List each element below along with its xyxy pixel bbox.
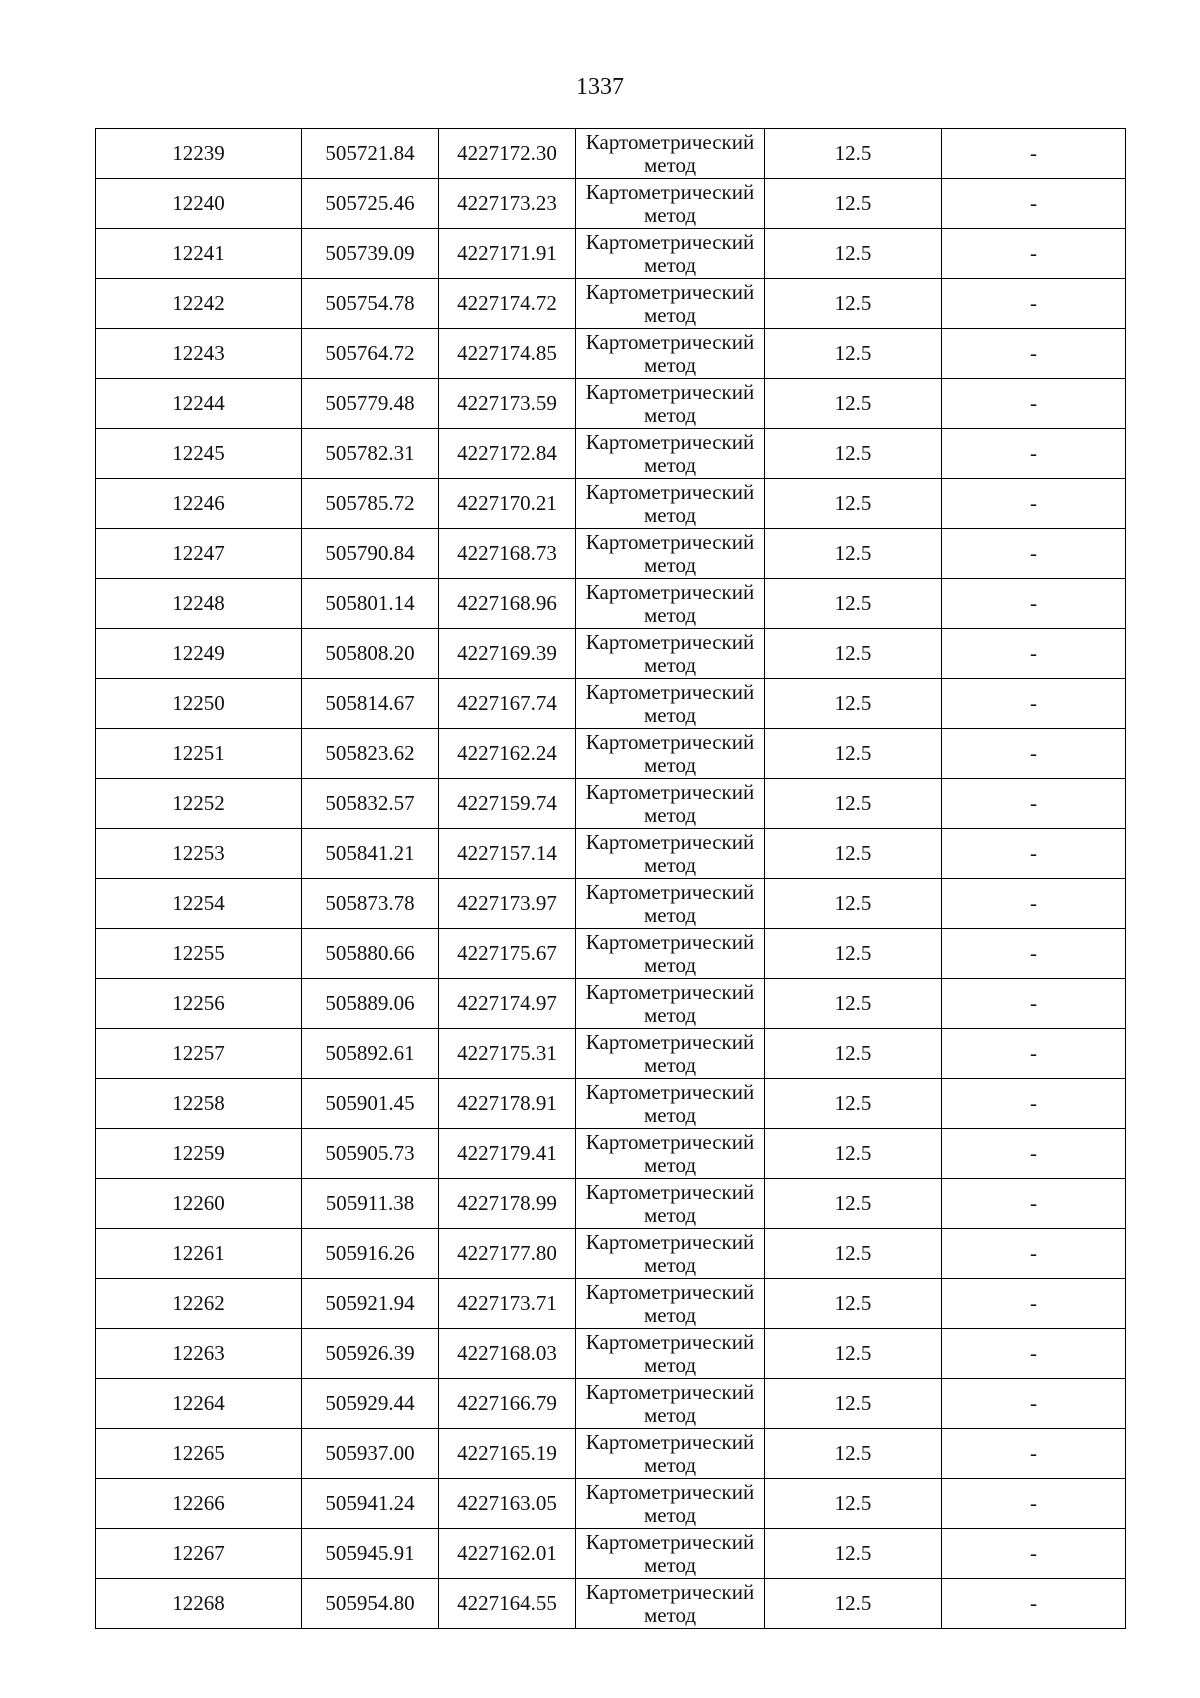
method-line-2: метод [643, 202, 697, 227]
table-row [96, 979, 1126, 1029]
note-cell: - [942, 1079, 1126, 1129]
note-cell: - [942, 129, 1126, 179]
accuracy-cell: 12.5 [765, 629, 942, 679]
note-cell: - [942, 779, 1126, 829]
y-coordinate-cell: 4227171.91 [439, 229, 576, 279]
table-row [96, 1479, 1126, 1529]
accuracy-cell: 12.5 [765, 1179, 942, 1229]
x-coordinate-cell: 505790.84 [302, 529, 439, 579]
x-coordinate-cell: 505754.78 [302, 279, 439, 329]
table-row [96, 879, 1126, 929]
method-line-1: Картометрический [585, 1029, 755, 1054]
y-coordinate-cell: 4227173.23 [439, 179, 576, 229]
point-number-cell: 12253 [96, 829, 302, 879]
accuracy-cell: 12.5 [765, 379, 942, 429]
method-line-1: Картометрический [585, 779, 755, 804]
table-row [96, 579, 1126, 629]
accuracy-cell: 12.5 [765, 879, 942, 929]
method-cell [576, 679, 765, 729]
x-coordinate-cell: 505808.20 [302, 629, 439, 679]
table-row [96, 1579, 1126, 1629]
point-number-cell: 12254 [96, 879, 302, 929]
table-row [96, 279, 1126, 329]
note-cell: - [942, 179, 1126, 229]
method-cell [576, 1179, 765, 1229]
point-number-cell: 12240 [96, 179, 302, 229]
table-row [96, 479, 1126, 529]
table-row [96, 329, 1126, 379]
method-line-1: Картометрический [585, 229, 755, 254]
note-cell: - [942, 1579, 1126, 1629]
method-line-2: метод [643, 1352, 697, 1377]
method-cell [576, 1379, 765, 1429]
accuracy-cell: 12.5 [765, 479, 942, 529]
y-coordinate-cell: 4227178.99 [439, 1179, 576, 1229]
method-line-2: метод [643, 1502, 697, 1527]
x-coordinate-cell: 505921.94 [302, 1279, 439, 1329]
table-row [96, 1079, 1126, 1129]
method-line-1: Картометрический [585, 929, 755, 954]
x-coordinate-cell: 505832.57 [302, 779, 439, 829]
method-line-2: метод [643, 252, 697, 277]
accuracy-cell: 12.5 [765, 929, 942, 979]
method-line-1: Картометрический [585, 679, 755, 704]
method-line-2: метод [643, 1552, 697, 1577]
method-line-2: метод [643, 752, 697, 777]
y-coordinate-cell: 4227175.31 [439, 1029, 576, 1079]
method-cell [576, 179, 765, 229]
x-coordinate-cell: 505764.72 [302, 329, 439, 379]
table-row [96, 779, 1126, 829]
table-row [96, 1229, 1126, 1279]
method-cell [576, 779, 765, 829]
method-cell [576, 279, 765, 329]
method-line-2: метод [643, 402, 697, 427]
method-cell [576, 529, 765, 579]
note-cell: - [942, 1379, 1126, 1429]
accuracy-cell: 12.5 [765, 129, 942, 179]
point-number-cell: 12241 [96, 229, 302, 279]
table-row [96, 429, 1126, 479]
accuracy-cell: 12.5 [765, 1329, 942, 1379]
note-cell: - [942, 579, 1126, 629]
table-row [96, 929, 1126, 979]
method-cell [576, 979, 765, 1029]
point-number-cell: 12242 [96, 279, 302, 329]
x-coordinate-cell: 505937.00 [302, 1429, 439, 1479]
note-cell: - [942, 279, 1126, 329]
table-row [96, 529, 1126, 579]
method-cell [576, 1529, 765, 1579]
point-number-cell: 12257 [96, 1029, 302, 1079]
note-cell: - [942, 529, 1126, 579]
method-line-2: метод [643, 552, 697, 577]
point-number-cell: 12246 [96, 479, 302, 529]
method-cell [576, 929, 765, 979]
point-number-cell: 12251 [96, 729, 302, 779]
method-line-1: Картометрический [585, 729, 755, 754]
point-number-cell: 12239 [96, 129, 302, 179]
accuracy-cell: 12.5 [765, 1429, 942, 1479]
accuracy-cell: 12.5 [765, 729, 942, 779]
method-line-2: метод [643, 302, 697, 327]
y-coordinate-cell: 4227174.72 [439, 279, 576, 329]
method-cell [576, 879, 765, 929]
point-number-cell: 12245 [96, 429, 302, 479]
note-cell: - [942, 829, 1126, 879]
method-line-1: Картометрический [585, 1379, 755, 1404]
method-line-1: Картометрический [585, 129, 755, 154]
method-line-1: Картометрический [585, 1529, 755, 1554]
y-coordinate-cell: 4227159.74 [439, 779, 576, 829]
point-number-cell: 12252 [96, 779, 302, 829]
accuracy-cell: 12.5 [765, 1029, 942, 1079]
x-coordinate-cell: 505725.46 [302, 179, 439, 229]
x-coordinate-cell: 505916.26 [302, 1229, 439, 1279]
point-number-cell: 12260 [96, 1179, 302, 1229]
method-cell [576, 329, 765, 379]
accuracy-cell: 12.5 [765, 1379, 942, 1429]
y-coordinate-cell: 4227168.96 [439, 579, 576, 629]
method-line-2: метод [643, 1002, 697, 1027]
method-cell [576, 1279, 765, 1329]
method-cell [576, 429, 765, 479]
method-line-2: метод [643, 952, 697, 977]
method-line-2: метод [643, 1152, 697, 1177]
y-coordinate-cell: 4227179.41 [439, 1129, 576, 1179]
table-row [96, 129, 1126, 179]
note-cell: - [942, 1429, 1126, 1479]
y-coordinate-cell: 4227173.97 [439, 879, 576, 929]
method-line-1: Картометрический [585, 829, 755, 854]
method-cell [576, 579, 765, 629]
method-cell [576, 829, 765, 879]
point-number-cell: 12250 [96, 679, 302, 729]
accuracy-cell: 12.5 [765, 529, 942, 579]
point-number-cell: 12249 [96, 629, 302, 679]
x-coordinate-cell: 505782.31 [302, 429, 439, 479]
y-coordinate-cell: 4227169.39 [439, 629, 576, 679]
method-cell [576, 629, 765, 679]
x-coordinate-cell: 505841.21 [302, 829, 439, 879]
method-line-2: метод [643, 1602, 697, 1627]
y-coordinate-cell: 4227172.30 [439, 129, 576, 179]
x-coordinate-cell: 505814.67 [302, 679, 439, 729]
y-coordinate-cell: 4227174.85 [439, 329, 576, 379]
x-coordinate-cell: 505785.72 [302, 479, 439, 529]
table-row [96, 1129, 1126, 1179]
table-row [96, 679, 1126, 729]
table-row [96, 1179, 1126, 1229]
point-number-cell: 12268 [96, 1579, 302, 1629]
page-number: 1337 [576, 74, 624, 100]
note-cell: - [942, 329, 1126, 379]
point-number-cell: 12265 [96, 1429, 302, 1479]
method-cell [576, 1479, 765, 1529]
y-coordinate-cell: 4227162.01 [439, 1529, 576, 1579]
note-cell: - [942, 1129, 1126, 1179]
y-coordinate-cell: 4227157.14 [439, 829, 576, 879]
table-row [96, 729, 1126, 779]
y-coordinate-cell: 4227164.55 [439, 1579, 576, 1629]
x-coordinate-cell: 505905.73 [302, 1129, 439, 1179]
table-row [96, 1429, 1126, 1479]
note-cell: - [942, 979, 1126, 1029]
y-coordinate-cell: 4227178.91 [439, 1079, 576, 1129]
method-cell [576, 1229, 765, 1279]
table-row [96, 629, 1126, 679]
note-cell: - [942, 729, 1126, 779]
method-cell [576, 1029, 765, 1079]
method-line-1: Картометрический [585, 379, 755, 404]
coordinates-table [95, 128, 1126, 1629]
accuracy-cell: 12.5 [765, 779, 942, 829]
note-cell: - [942, 479, 1126, 529]
method-line-1: Картометрический [585, 1329, 755, 1354]
method-line-1: Картометрический [585, 479, 755, 504]
accuracy-cell: 12.5 [765, 179, 942, 229]
x-coordinate-cell: 505901.45 [302, 1079, 439, 1129]
note-cell: - [942, 629, 1126, 679]
note-cell: - [942, 429, 1126, 479]
y-coordinate-cell: 4227167.74 [439, 679, 576, 729]
note-cell: - [942, 379, 1126, 429]
method-line-1: Картометрический [585, 1229, 755, 1254]
y-coordinate-cell: 4227170.21 [439, 479, 576, 529]
x-coordinate-cell: 505892.61 [302, 1029, 439, 1079]
accuracy-cell: 12.5 [765, 329, 942, 379]
method-line-1: Картометрический [585, 179, 755, 204]
method-line-1: Картометрический [585, 879, 755, 904]
note-cell: - [942, 1529, 1126, 1579]
point-number-cell: 12243 [96, 329, 302, 379]
point-number-cell: 12264 [96, 1379, 302, 1429]
x-coordinate-cell: 505823.62 [302, 729, 439, 779]
method-line-1: Картометрический [585, 279, 755, 304]
method-line-1: Картометрический [585, 1129, 755, 1154]
x-coordinate-cell: 505880.66 [302, 929, 439, 979]
note-cell: - [942, 929, 1126, 979]
note-cell: - [942, 1329, 1126, 1379]
method-line-2: метод [643, 1302, 697, 1327]
note-cell: - [942, 1279, 1126, 1329]
method-line-2: метод [643, 702, 697, 727]
note-cell: - [942, 679, 1126, 729]
table-row [96, 1379, 1126, 1429]
y-coordinate-cell: 4227163.05 [439, 1479, 576, 1529]
accuracy-cell: 12.5 [765, 1229, 942, 1279]
table-row [96, 1279, 1126, 1329]
x-coordinate-cell: 505926.39 [302, 1329, 439, 1379]
point-number-cell: 12244 [96, 379, 302, 429]
x-coordinate-cell: 505801.14 [302, 579, 439, 629]
method-cell [576, 379, 765, 429]
method-line-2: метод [643, 502, 697, 527]
accuracy-cell: 12.5 [765, 679, 942, 729]
method-line-2: метод [643, 452, 697, 477]
method-line-1: Картометрический [585, 1429, 755, 1454]
point-number-cell: 12248 [96, 579, 302, 629]
table-row [96, 229, 1126, 279]
x-coordinate-cell: 505873.78 [302, 879, 439, 929]
method-line-2: метод [643, 352, 697, 377]
y-coordinate-cell: 4227173.71 [439, 1279, 576, 1329]
accuracy-cell: 12.5 [765, 979, 942, 1029]
table-row [96, 1329, 1126, 1379]
point-number-cell: 12258 [96, 1079, 302, 1129]
table-row [96, 1529, 1126, 1579]
method-line-1: Картометрический [585, 329, 755, 354]
x-coordinate-cell: 505941.24 [302, 1479, 439, 1529]
x-coordinate-cell: 505954.80 [302, 1579, 439, 1629]
method-line-2: метод [643, 1052, 697, 1077]
accuracy-cell: 12.5 [765, 829, 942, 879]
y-coordinate-cell: 4227168.03 [439, 1329, 576, 1379]
point-number-cell: 12261 [96, 1229, 302, 1279]
method-line-2: метод [643, 652, 697, 677]
y-coordinate-cell: 4227172.84 [439, 429, 576, 479]
y-coordinate-cell: 4227175.67 [439, 929, 576, 979]
accuracy-cell: 12.5 [765, 429, 942, 479]
method-cell [576, 1079, 765, 1129]
point-number-cell: 12256 [96, 979, 302, 1029]
y-coordinate-cell: 4227165.19 [439, 1429, 576, 1479]
method-cell [576, 229, 765, 279]
accuracy-cell: 12.5 [765, 1579, 942, 1629]
method-cell [576, 1329, 765, 1379]
method-cell [576, 1579, 765, 1629]
method-line-2: метод [643, 1102, 697, 1127]
accuracy-cell: 12.5 [765, 1529, 942, 1579]
method-line-1: Картометрический [585, 1479, 755, 1504]
x-coordinate-cell: 505889.06 [302, 979, 439, 1029]
method-line-1: Картометрический [585, 629, 755, 654]
x-coordinate-cell: 505779.48 [302, 379, 439, 429]
accuracy-cell: 12.5 [765, 1279, 942, 1329]
method-line-1: Картометрический [585, 579, 755, 604]
x-coordinate-cell: 505721.84 [302, 129, 439, 179]
accuracy-cell: 12.5 [765, 579, 942, 629]
method-cell [576, 1429, 765, 1479]
table-row [96, 179, 1126, 229]
method-line-1: Картометрический [585, 429, 755, 454]
method-line-2: метод [643, 1402, 697, 1427]
y-coordinate-cell: 4227173.59 [439, 379, 576, 429]
y-coordinate-cell: 4227177.80 [439, 1229, 576, 1279]
point-number-cell: 12263 [96, 1329, 302, 1379]
method-line-1: Картометрический [585, 1079, 755, 1104]
x-coordinate-cell: 505945.91 [302, 1529, 439, 1579]
method-line-2: метод [643, 1202, 697, 1227]
note-cell: - [942, 229, 1126, 279]
method-line-2: метод [643, 902, 697, 927]
accuracy-cell: 12.5 [765, 1129, 942, 1179]
point-number-cell: 12259 [96, 1129, 302, 1179]
method-line-1: Картометрический [585, 529, 755, 554]
point-number-cell: 12255 [96, 929, 302, 979]
note-cell: - [942, 1179, 1126, 1229]
note-cell: - [942, 879, 1126, 929]
note-cell: - [942, 1479, 1126, 1529]
accuracy-cell: 12.5 [765, 279, 942, 329]
table-row [96, 1029, 1126, 1079]
y-coordinate-cell: 4227174.97 [439, 979, 576, 1029]
note-cell: - [942, 1229, 1126, 1279]
table-body [96, 129, 1126, 1629]
method-line-1: Картометрический [585, 1279, 755, 1304]
y-coordinate-cell: 4227166.79 [439, 1379, 576, 1429]
table-row [96, 829, 1126, 879]
method-cell [576, 1129, 765, 1179]
x-coordinate-cell: 505911.38 [302, 1179, 439, 1229]
method-cell [576, 479, 765, 529]
x-coordinate-cell: 505929.44 [302, 1379, 439, 1429]
point-number-cell: 12267 [96, 1529, 302, 1579]
table-row [96, 379, 1126, 429]
y-coordinate-cell: 4227162.24 [439, 729, 576, 779]
x-coordinate-cell: 505739.09 [302, 229, 439, 279]
point-number-cell: 12262 [96, 1279, 302, 1329]
accuracy-cell: 12.5 [765, 229, 942, 279]
method-line-2: метод [643, 602, 697, 627]
point-number-cell: 12266 [96, 1479, 302, 1529]
method-line-2: метод [643, 1452, 697, 1477]
method-line-1: Картометрический [585, 1179, 755, 1204]
method-line-1: Картометрический [585, 979, 755, 1004]
method-cell [576, 129, 765, 179]
y-coordinate-cell: 4227168.73 [439, 529, 576, 579]
method-cell [576, 729, 765, 779]
method-line-1: Картометрический [585, 1579, 755, 1604]
accuracy-cell: 12.5 [765, 1479, 942, 1529]
method-line-2: метод [643, 1252, 697, 1277]
method-line-2: метод [643, 852, 697, 877]
accuracy-cell: 12.5 [765, 1079, 942, 1129]
method-line-2: метод [643, 152, 697, 177]
point-number-cell: 12247 [96, 529, 302, 579]
note-cell: - [942, 1029, 1126, 1079]
method-line-2: метод [643, 802, 697, 827]
